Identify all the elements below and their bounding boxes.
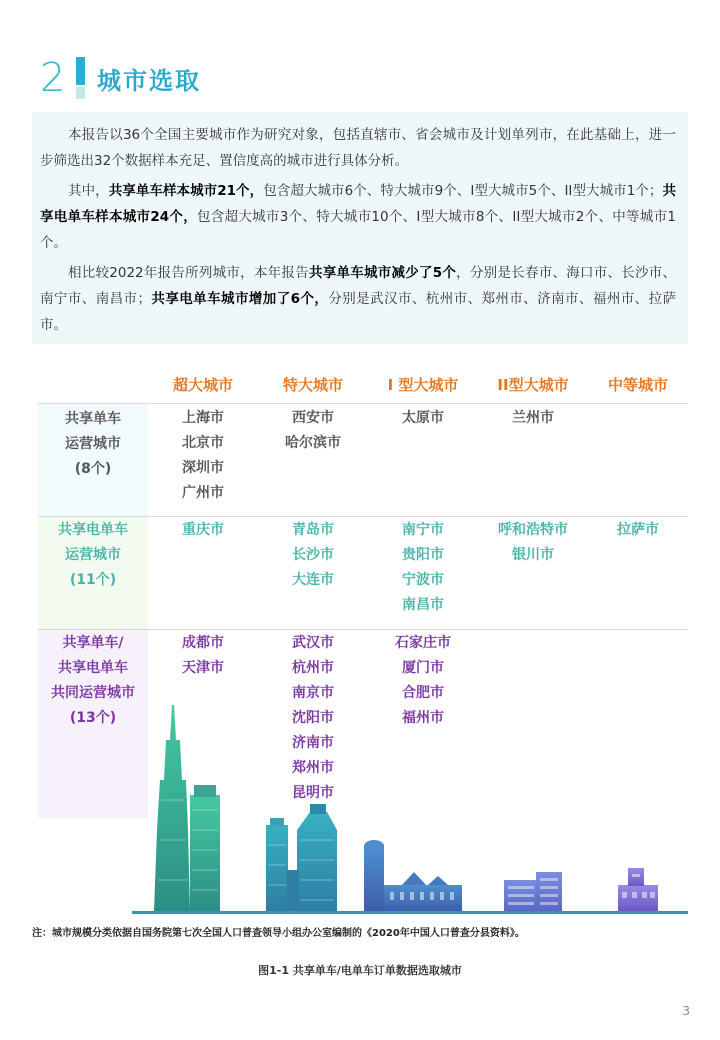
table-cell: 青岛市 长沙市 大连市 xyxy=(292,522,334,588)
table-cell: 西安市 哈尔滨市 xyxy=(285,410,341,451)
table-cell: 重庆市 xyxy=(182,522,224,538)
figure-caption: 图1-1 共享单车/电单车订单数据选取城市 xyxy=(258,964,462,977)
section-header xyxy=(40,55,201,101)
intro-box xyxy=(32,112,688,344)
table-cell: 成都市 天津市 xyxy=(182,635,224,676)
table-header xyxy=(38,368,688,400)
footnote: 注：城市规模分类依据自国务院第七次全国人口普查领导小组办公室编制的《2020年中国人口普查分县资料》。 xyxy=(32,928,525,939)
table-cell: 兰州市 xyxy=(512,410,554,426)
intro-paragraph-2: 其中，共享单车样本城市21个，包含超大城市6个、特大城市9个、I型大城市5个、II型大城市1个；共享电单车样本城市24个，包含超大城市3个、特大城市10个、I型大城市8个、II型大城市2个、中等城市1个。 xyxy=(40,183,677,251)
table-cell: 呼和浩特市 银川市 xyxy=(498,522,568,563)
intro-paragraph-1: 本报告以36个全国主要城市作为研究对象，包括直辖市、省会城市及计划单列市，在此基础上，进一步筛选出32个数据样本充足、置信度高的城市进行具体分析。 xyxy=(40,127,676,169)
row-label-both: 共享单车/ 共享电单车 共同运营城市 (13个) xyxy=(51,635,135,726)
section-number: 2 xyxy=(40,55,66,101)
intro-paragraph-3: 相比较2022年报告所列城市，本年报告共享单车城市减少了5个，分别是长春市、海口市、长沙市、南宁市、南昌市；共享电单车城市增加了6个，分别是武汉市、杭州市、郑州市、济南市、福州市、拉萨市。 xyxy=(40,265,677,333)
header-type2-large-city: II型大城市 xyxy=(497,376,569,394)
header-medium-city: 中等城市 xyxy=(607,376,668,394)
city-skyline-illustration xyxy=(132,700,688,916)
section-title: 城市选取 xyxy=(97,66,201,95)
page-number: 3 xyxy=(682,1004,690,1018)
table-cell: 上海市 北京市 深圳市 广州市 xyxy=(182,410,224,501)
table-cell: 武汉市 杭州市 南京市 沈阳市 济南市 郑州市 昆明市 xyxy=(292,635,334,801)
section-bar-icon xyxy=(76,57,85,99)
header-megacity: 超大城市 xyxy=(172,376,233,394)
row-label-ebike: 共享电单车 运营城市 (11个) xyxy=(58,522,128,588)
row-label-bike: 共享单车 运营城市 (8个) xyxy=(65,411,121,477)
table-cell: 太原市 xyxy=(402,410,444,426)
table-cell: 石家庄市 厦门市 合肥市 福州市 xyxy=(395,635,451,726)
table-cell: 拉萨市 xyxy=(617,522,659,538)
table-cell: 南宁市 贵阳市 宁波市 南昌市 xyxy=(402,522,444,613)
header-super-large-city: 特大城市 xyxy=(282,376,343,394)
header-type1-large-city: I 型大城市 xyxy=(387,376,459,394)
